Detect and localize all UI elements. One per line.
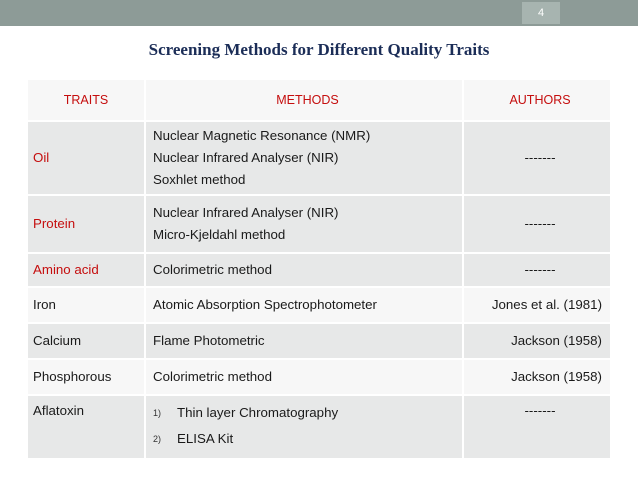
table-header-row <box>28 80 610 120</box>
trait-cell: Oil <box>28 122 144 194</box>
slide-number: 4 <box>522 2 560 24</box>
methods-cell: Colorimetric method <box>146 254 462 286</box>
methods-cell: Flame Photometric <box>146 324 462 358</box>
table-row <box>28 396 610 458</box>
methods-cell <box>146 122 462 194</box>
author-cell: Jackson (1958) <box>464 360 610 394</box>
method-line: Nuclear Magnetic Resonance (NMR) <box>153 128 371 143</box>
author-cell: ------- <box>464 196 610 252</box>
header-traits: TRAITS <box>28 80 144 120</box>
trait-cell: Calcium <box>28 324 144 358</box>
trait-cell: Amino acid <box>28 254 144 286</box>
header-methods: METHODS <box>146 80 462 120</box>
table-row <box>28 196 610 252</box>
method-line: Soxhlet method <box>153 172 246 187</box>
methods-cell <box>146 196 462 252</box>
table-row <box>28 122 610 194</box>
header-authors: AUTHORS <box>464 80 610 120</box>
method-line: Nuclear Infrared Analyser (NIR) <box>153 205 339 220</box>
methods-cell <box>146 396 462 458</box>
author-cell: ------- <box>464 396 610 458</box>
method-line: Micro-Kjeldahl method <box>153 227 286 242</box>
table-row <box>28 254 610 286</box>
methods-cell: Colorimetric method <box>146 360 462 394</box>
author-cell: Jones et al. (1981) <box>464 288 610 322</box>
trait-cell: Iron <box>28 288 144 322</box>
trait-cell: Protein <box>28 196 144 252</box>
method-line: Nuclear Infrared Analyser (NIR) <box>153 150 339 165</box>
table-row <box>28 288 610 322</box>
trait-cell: Phosphorous <box>28 360 144 394</box>
method-list-item: 2) ELISA Kit <box>153 431 234 446</box>
author-cell: Jackson (1958) <box>464 324 610 358</box>
author-cell: ------- <box>464 122 610 194</box>
method-list-item: 1) Thin layer Chromatography <box>153 405 339 420</box>
slide-title: Screening Methods for Different Quality Traits <box>148 40 490 59</box>
methods-cell: Atomic Absorption Spectrophotometer <box>146 288 462 322</box>
author-cell: ------- <box>464 254 610 286</box>
trait-cell: Aflatoxin <box>28 396 144 458</box>
table-row <box>28 324 610 358</box>
table-row <box>28 360 610 394</box>
